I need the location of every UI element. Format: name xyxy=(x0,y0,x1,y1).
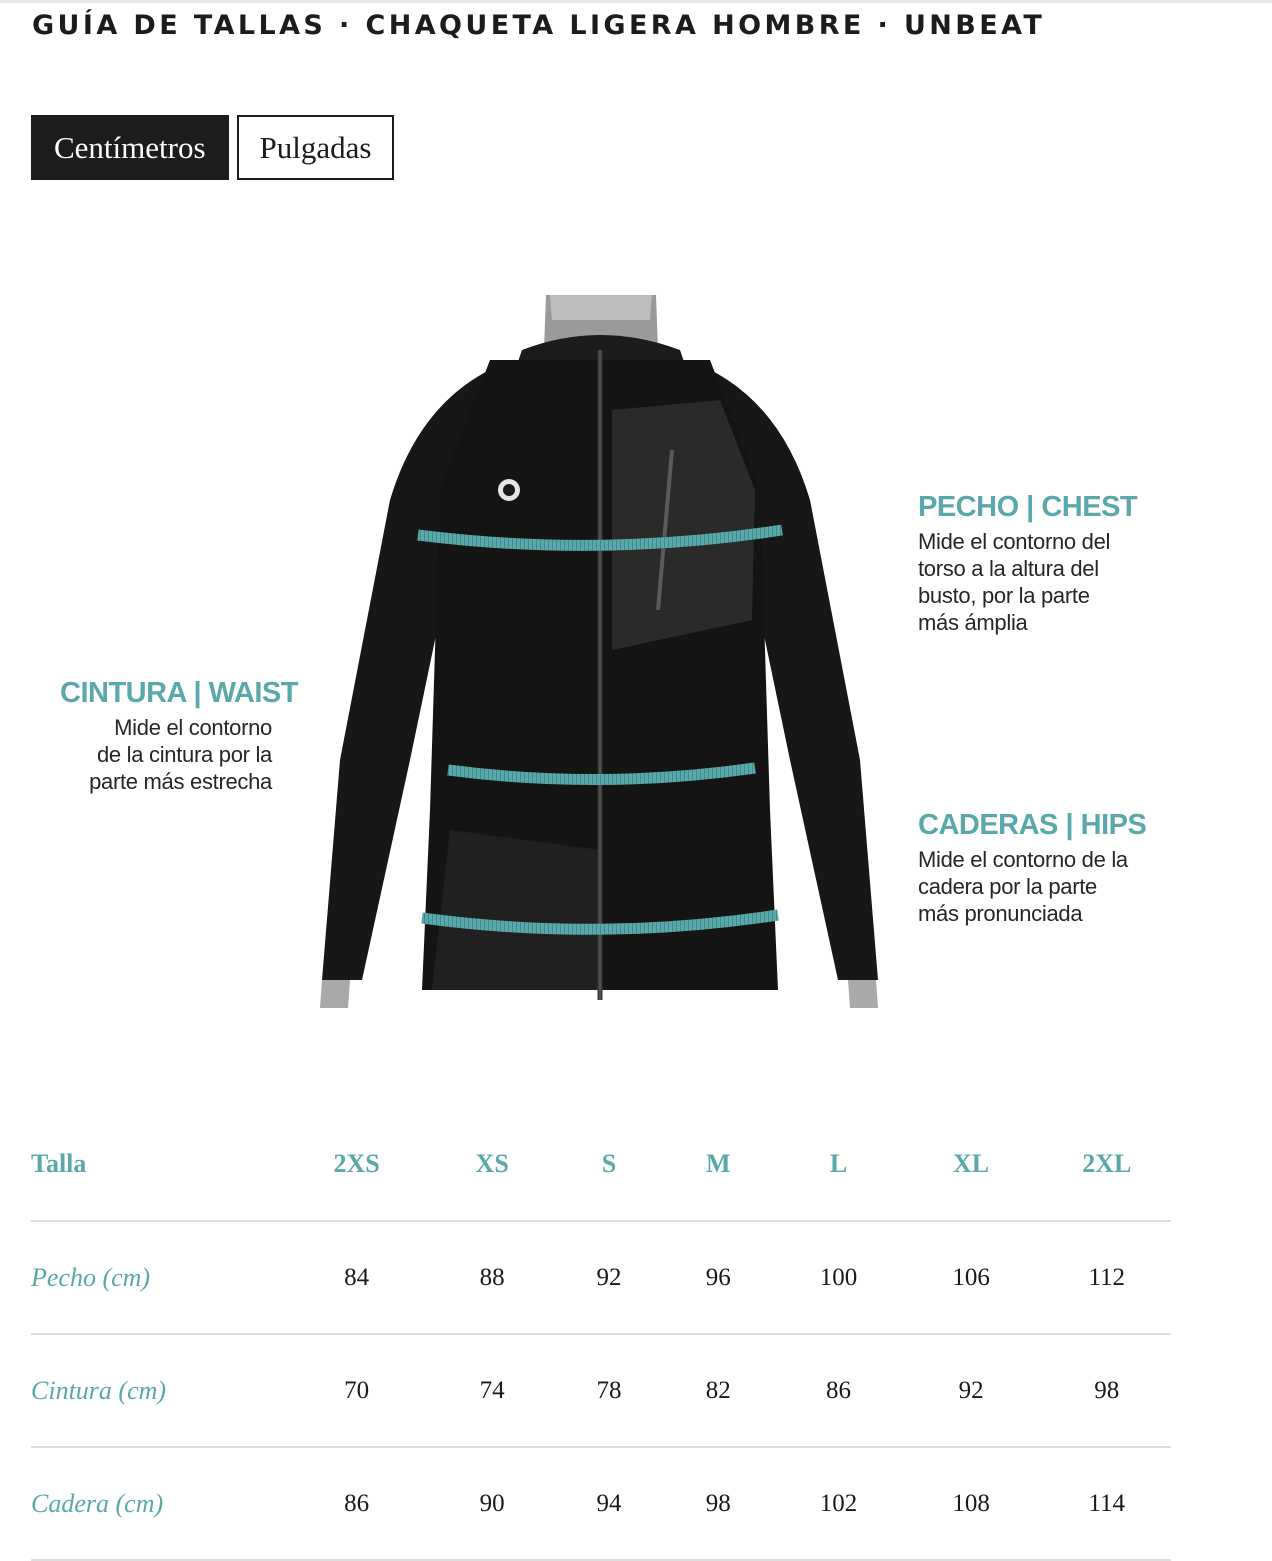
unit-inch-button[interactable]: Pulgadas xyxy=(237,115,395,180)
hips-annotation xyxy=(918,808,1146,927)
chest-annotation xyxy=(918,490,1137,636)
left-hand xyxy=(320,980,350,1008)
table-cell: 102 xyxy=(777,1447,899,1560)
waist-line: de la cintura por la xyxy=(97,742,272,767)
table-cell: 86 xyxy=(288,1447,426,1560)
hips-title: CADERAS | HIPS xyxy=(918,809,1147,841)
table-cell: 98 xyxy=(659,1447,777,1560)
hips-line: más pronunciada xyxy=(918,901,1083,926)
chest-line: más ámplia xyxy=(918,610,1028,635)
waist-line: parte más estrecha xyxy=(89,769,272,794)
table-cell: 94 xyxy=(559,1447,660,1560)
waist-annotation xyxy=(60,676,298,795)
size-table xyxy=(31,1108,1171,1561)
row-label: Pecho (cm) xyxy=(31,1221,288,1334)
waist-title: CINTURA | WAIST xyxy=(60,677,298,709)
row-label: Cintura (cm) xyxy=(31,1334,288,1447)
chest-line: Mide el contorno del xyxy=(918,529,1111,554)
table-header-row xyxy=(31,1108,1171,1221)
table-row xyxy=(31,1221,1171,1334)
page-title: GUÍA DE TALLAS · CHAQUETA LIGERA HOMBRE · UNBEAT xyxy=(32,10,1046,41)
chest-line: busto, por la parte xyxy=(918,583,1090,608)
table-cell: 82 xyxy=(659,1334,777,1447)
table-cell: 106 xyxy=(900,1221,1043,1334)
header-size: S xyxy=(559,1108,660,1221)
table-cell: 112 xyxy=(1043,1221,1171,1334)
table-cell: 92 xyxy=(900,1334,1043,1447)
right-hand xyxy=(848,980,878,1008)
header-size: XL xyxy=(900,1108,1043,1221)
header-size: XS xyxy=(426,1108,559,1221)
top-divider xyxy=(0,0,1272,3)
row-label: Cadera (cm) xyxy=(31,1447,288,1560)
table-cell: 100 xyxy=(777,1221,899,1334)
table-cell: 74 xyxy=(426,1334,559,1447)
chest-line: torso a la altura del xyxy=(918,556,1099,581)
hips-line: cadera por la parte xyxy=(918,874,1097,899)
table-cell: 70 xyxy=(288,1334,426,1447)
table-cell: 108 xyxy=(900,1447,1043,1560)
unit-toggle xyxy=(31,115,394,180)
table-cell: 88 xyxy=(426,1221,559,1334)
waist-line: Mide el contorno xyxy=(114,715,272,740)
header-size: L xyxy=(777,1108,899,1221)
header-talla: Talla xyxy=(31,1108,288,1221)
unit-cm-button[interactable]: Centímetros xyxy=(31,115,229,180)
table-cell: 78 xyxy=(559,1334,660,1447)
header-size: 2XL xyxy=(1043,1108,1171,1221)
table-cell: 90 xyxy=(426,1447,559,1560)
table-cell: 98 xyxy=(1043,1334,1171,1447)
table-cell: 92 xyxy=(559,1221,660,1334)
chest-title: PECHO | CHEST xyxy=(918,491,1138,523)
table-cell: 86 xyxy=(777,1334,899,1447)
table-cell: 84 xyxy=(288,1221,426,1334)
size-guide-figure xyxy=(0,290,1272,1010)
hips-line: Mide el contorno de la xyxy=(918,847,1128,872)
table-row xyxy=(31,1334,1171,1447)
table-cell: 114 xyxy=(1043,1447,1171,1560)
table-row xyxy=(31,1447,1171,1560)
header-size: M xyxy=(659,1108,777,1221)
table-cell: 96 xyxy=(659,1221,777,1334)
header-size: 2XS xyxy=(288,1108,426,1221)
jacket-illustration xyxy=(300,290,900,1010)
